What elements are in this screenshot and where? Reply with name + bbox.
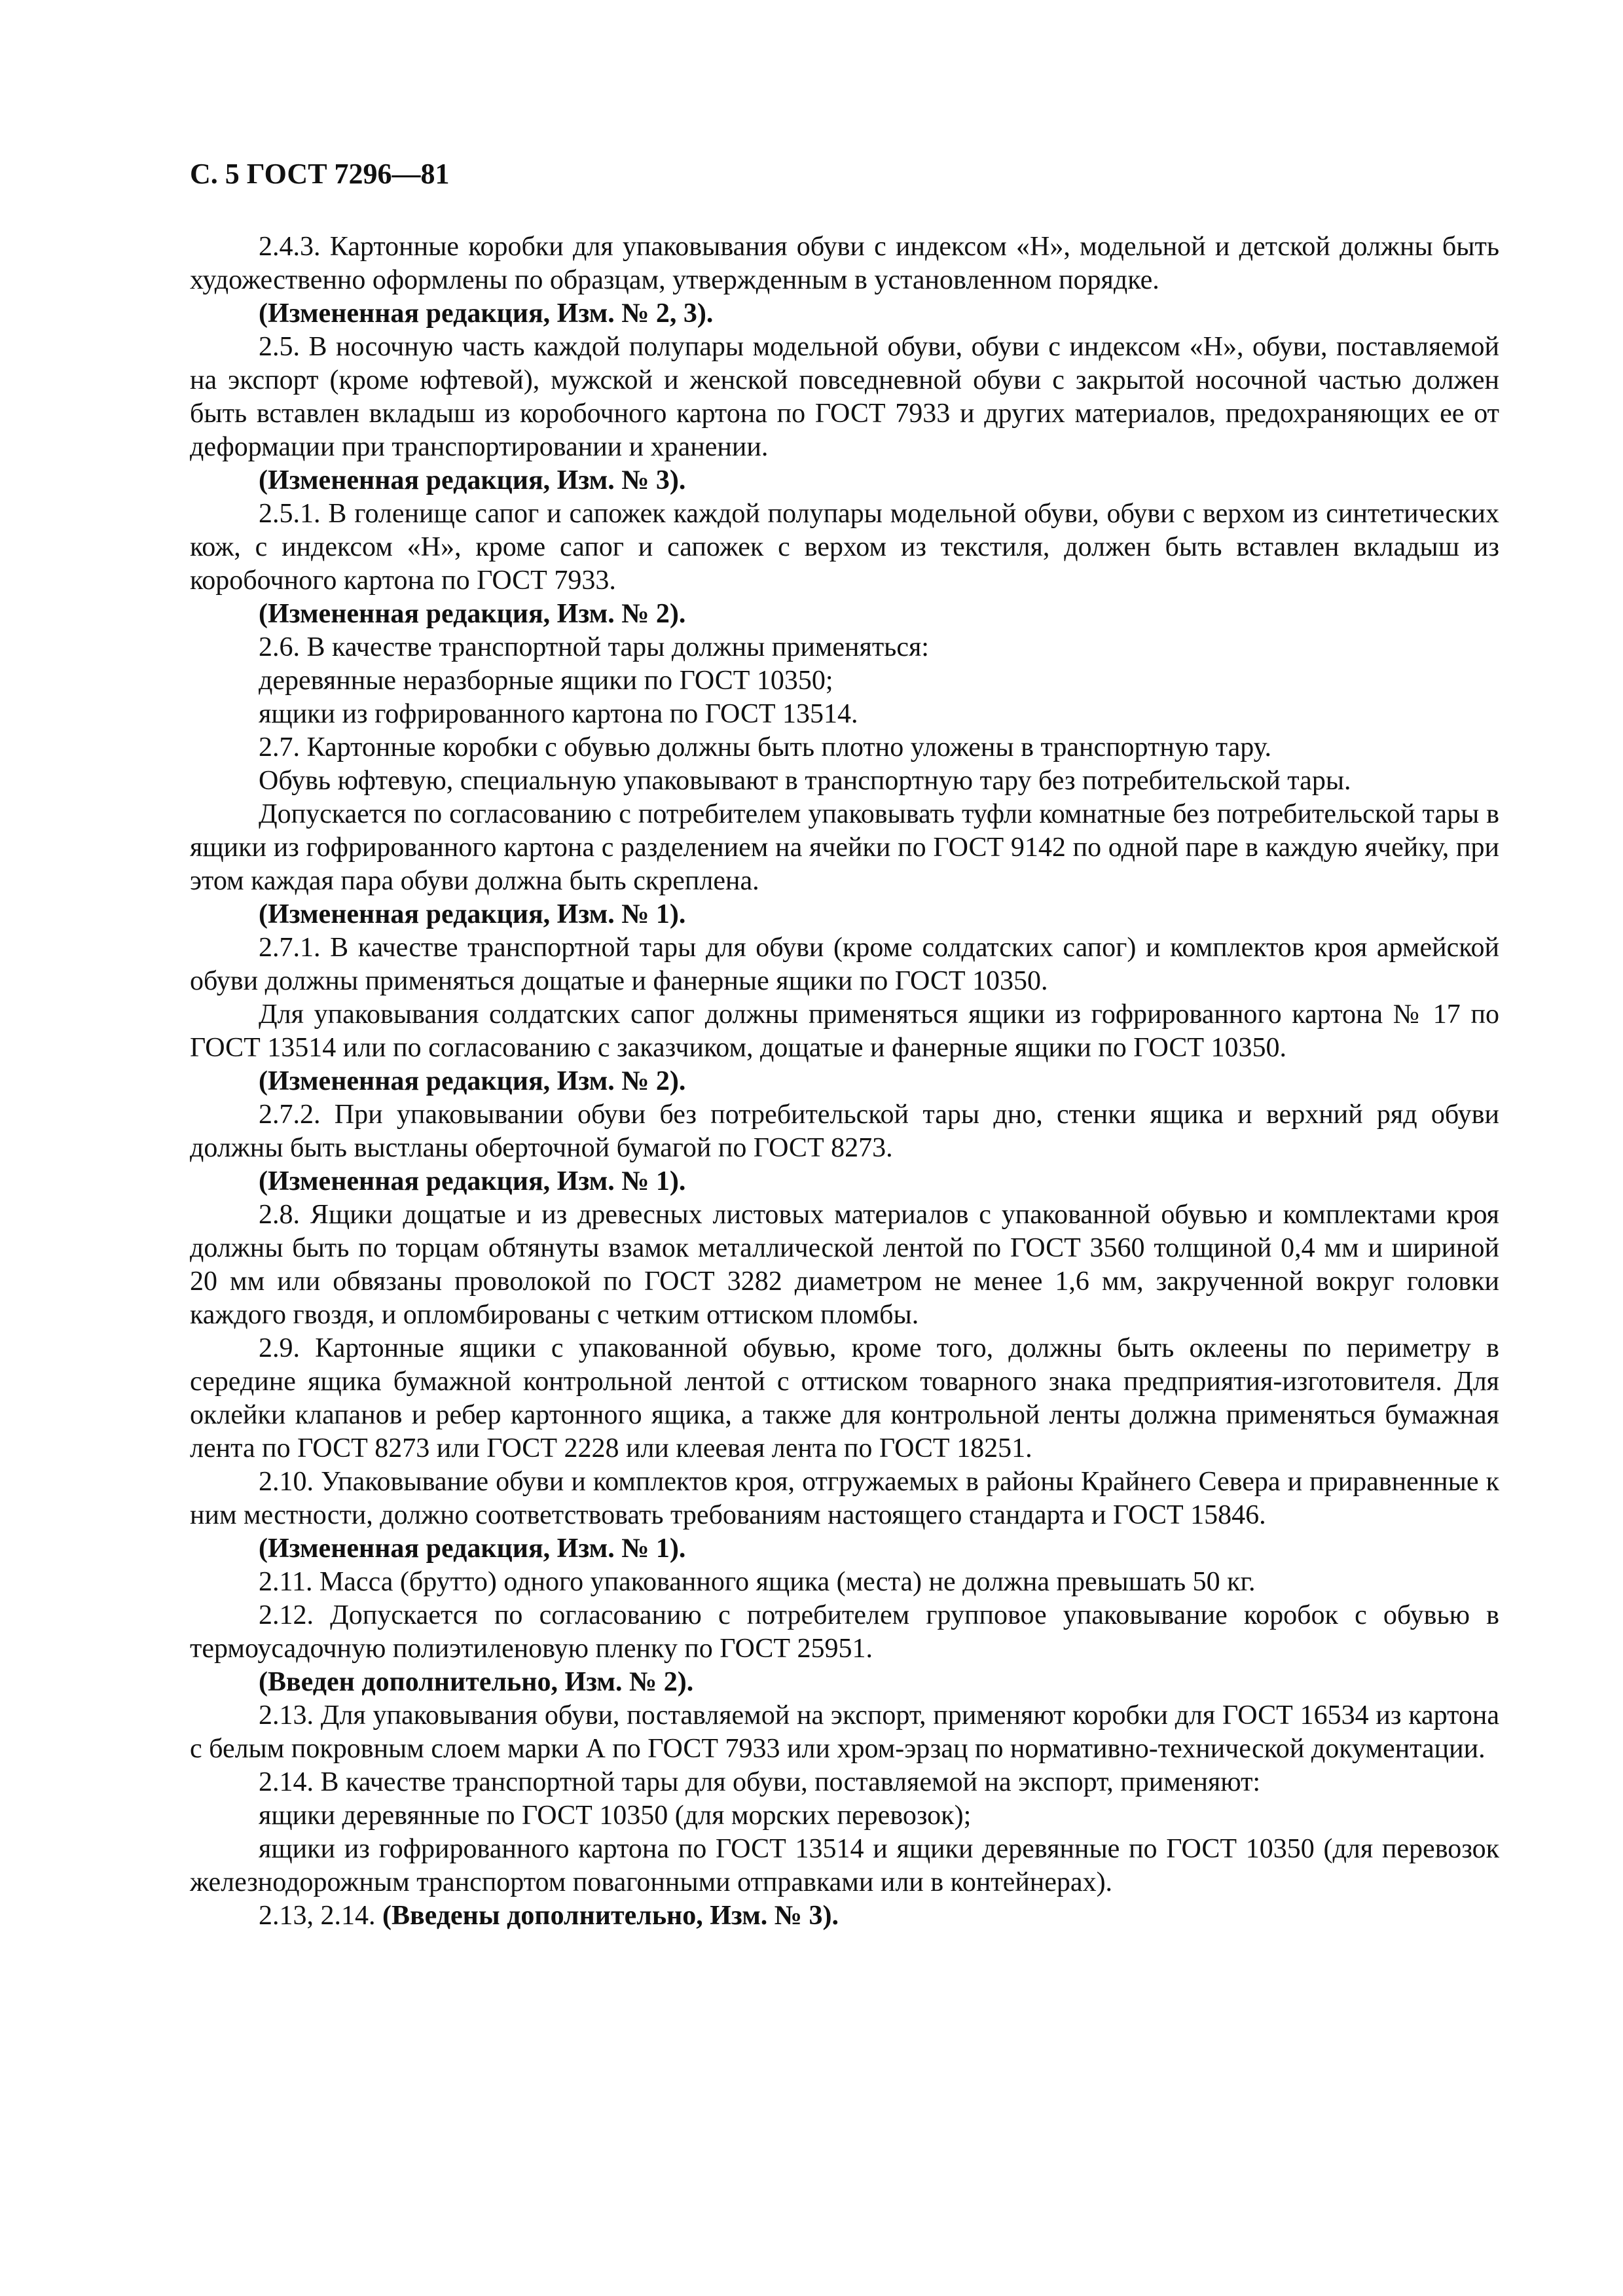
paragraph: 2.14. В качестве транспортной тары для обуви, поставляемой на экспорт, применяют: — [259, 1767, 1261, 1797]
paragraph: деревянные неразборные ящики по ГОСТ 10350; — [259, 666, 833, 696]
amendment-note: (Измененная редакция, Изм. № 1). — [259, 1166, 686, 1196]
amendment-note: (Измененная редакция, Изм. № 1). — [259, 899, 686, 929]
amendment-note: (Измененная редакция, Изм. № 3). — [259, 465, 686, 495]
paragraph: 2.13. Для упаковывания обуви, поставляемой на экспорт, применяют коробки для ГОСТ 16534 из картона с белым покровным слоем марки А по ГОСТ 7933 или хром-эрзац по нормативно-технической документации. — [190, 1700, 1499, 1764]
paragraph: Допускается по согласованию с потребителем упаковывать туфли комнатные без потребительской тары в ящики из гофрированного картона с разделением на ячейки по ГОСТ 9142 по одной паре в каждую ячейку, при этом каждая пара обуви должна быть скреплена. — [190, 799, 1499, 896]
amendment-note: (Измененная редакция, Изм. № 2). — [259, 1066, 686, 1096]
paragraph: 2.7.1. В качестве транспортной тары для обуви (кроме солдатских сапог) и комплектов кроя армейской обуви должны применяться дощатые и фанерные ящики по ГОСТ 10350. — [190, 933, 1499, 996]
paragraph: Обувь юфтевую, специальную упаковывают в транспортную тару без потребительской тары. — [259, 766, 1351, 796]
paragraph: 2.7. Картонные коробки с обувью должны быть плотно уложены в транспортную тару. — [259, 732, 1271, 762]
amendment-note: (Введен дополнительно, Изм. № 2). — [259, 1667, 694, 1697]
final-paragraph-prefix: 2.13, 2.14. — [259, 1901, 382, 1931]
amendment-note: (Измененная редакция, Изм. № 2, 3). — [259, 298, 714, 329]
paragraph: ящики деревянные по ГОСТ 10350 (для морских перевозок); — [259, 1801, 972, 1831]
paragraph: ящики из гофрированного картона по ГОСТ 13514 и ящики деревянные по ГОСТ 10350 (для перевозок железнодорожным транспортом повагонными отправками или в контейнерах). — [190, 1834, 1499, 1897]
paragraph: 2.9. Картонные ящики с упакованной обувью, кроме того, должны быть оклеены по периметру в середине ящика бумажной контрольной лентой с оттиском товарного знака предприятия-изготовителя. Для оклейки клапанов и ребер картонного ящика, а также для контрольной ленты должна применяться бумажная лента по ГОСТ 8273 или ГОСТ 2228 или клеевая лента по ГОСТ 18251. — [190, 1333, 1499, 1463]
document-page — [190, 156, 1499, 1933]
paragraph: 2.5.1. В голенище сапог и сапожек каждой полупары модельной обуви, обуви с верхом из синтетических кож, с индексом «Н», кроме сапог и сапожек с верхом из текстиля, должен быть вставлен вкладыш из коробочного картона по ГОСТ 7933. — [190, 499, 1499, 596]
page-header: С. 5 ГОСТ 7296—81 — [190, 158, 450, 190]
paragraph: 2.4.3. Картонные коробки для упаковывания обуви с индексом «Н», модельной и детской должны быть художественно оформлены по образцам, утвержденным в установленном порядке. — [190, 232, 1499, 295]
amendment-note: (Измененная редакция, Изм. № 2). — [259, 599, 686, 629]
paragraph: 2.5. В носочную часть каждой полупары модельной обуви, обуви с индексом «Н», обуви, поставляемой на экспорт (кроме юфтевой), мужской и женской повседневной обуви с закрытой носочной частью должен быть вставлен вкладыш из коробочного картона по ГОСТ 7933 и других материалов, предохраняющих ее от деформации при транспортировании и хранении. — [190, 332, 1499, 462]
document-body — [190, 230, 1499, 1899]
amendment-note: (Измененная редакция, Изм. № 1). — [259, 1534, 686, 1564]
final-paragraph-note: (Введены дополнительно, Изм. № 3). — [382, 1901, 839, 1931]
final-paragraph — [190, 1899, 1499, 1933]
paragraph: ящики из гофрированного картона по ГОСТ 13514. — [259, 699, 858, 729]
paragraph: 2.7.2. При упаковывании обуви без потребительской тары дно, стенки ящика и верхний ряд обуви должны быть выстланы оберточной бумагой по ГОСТ 8273. — [190, 1100, 1499, 1163]
paragraph: 2.12. Допускается по согласованию с потребителем групповое упаковывание коробок с обувью в термоусадочную полиэтиленовую пленку по ГОСТ 25951. — [190, 1600, 1499, 1664]
paragraph: 2.10. Упаковывание обуви и комплектов кроя, отгружаемых в районы Крайнего Севера и приравненные к ним местности, должно соответствовать требованиям настоящего стандарта и ГОСТ 15846. — [190, 1467, 1499, 1530]
paragraph: 2.11. Масса (брутто) одного упакованного ящика (места) не должна превышать 50 кг. — [259, 1567, 1256, 1597]
paragraph: Для упаковывания солдатских сапог должны применяться ящики из гофрированного картона № 17 по ГОСТ 13514 или по согласованию с заказчиком, дощатые и фанерные ящики по ГОСТ 10350. — [190, 999, 1499, 1063]
paragraph: 2.8. Ящики дощатые и из древесных листовых материалов с упакованной обувью и комплектами кроя должны быть по торцам обтянуты взамок металлической лентой по ГОСТ 3560 толщиной 0,4 мм и шириной 20 мм или обвязаны проволокой по ГОСТ 3282 диаметром не менее 1,6 мм, закрученной вокруг головки каждого гвоздя, и опломбированы с четким оттиском пломбы. — [190, 1200, 1499, 1330]
paragraph: 2.6. В качестве транспортной тары должны применяться: — [259, 632, 929, 662]
